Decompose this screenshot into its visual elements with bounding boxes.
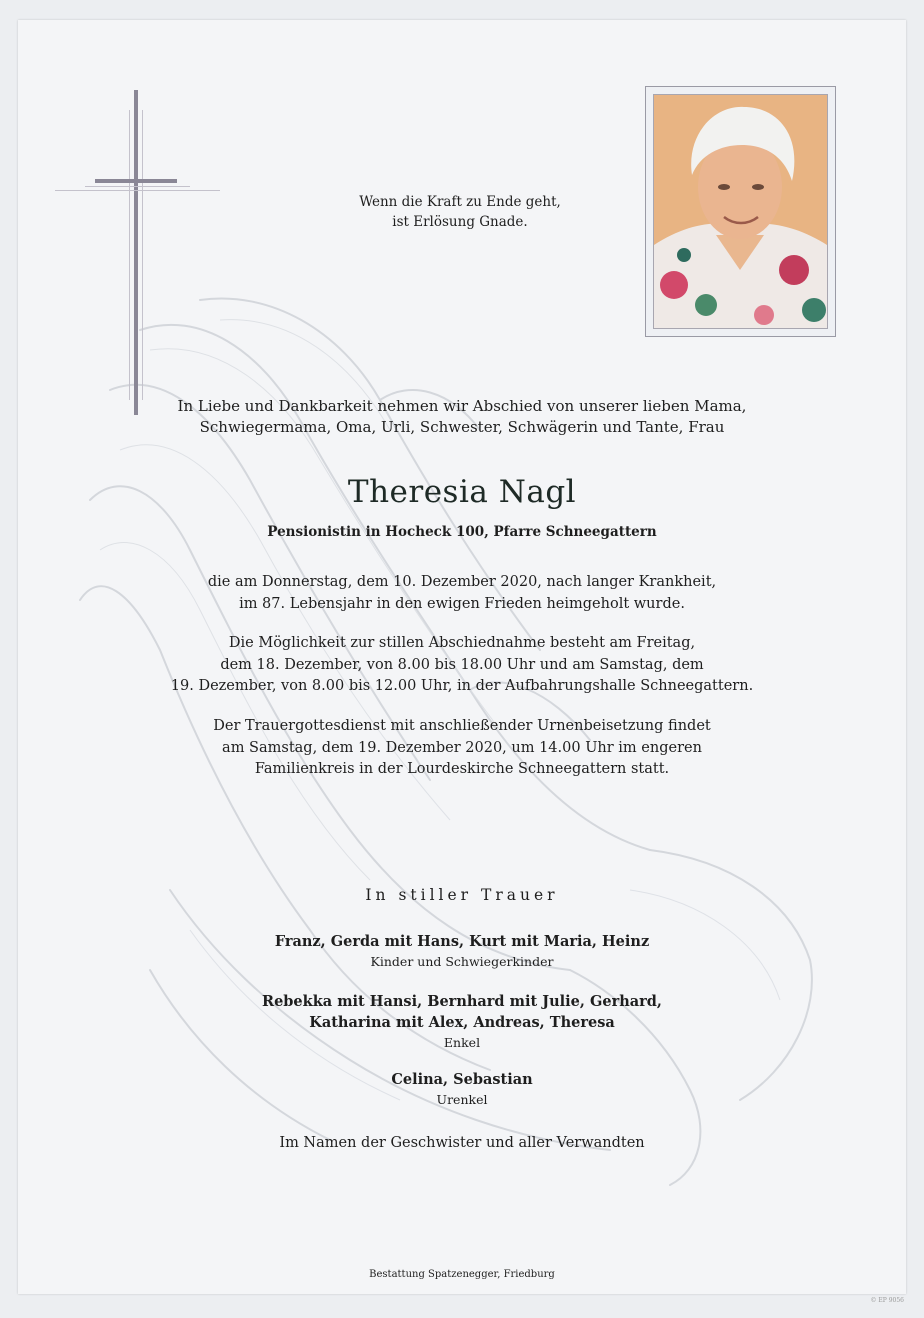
- paragraph-line: Die Möglichkeit zur stillen Abschiednahme besteht am Freitag,: [228, 635, 696, 651]
- deceased-name: Theresia Nagl: [347, 474, 577, 510]
- intro-line: In Liebe und Dankbarkeit nehmen wir Abschied von unserer lieben Mama,: [177, 397, 747, 415]
- mourner-group-great-grandchildren: [120, 1069, 804, 1109]
- quote-line: ist Erlösung Gnade.: [392, 214, 528, 230]
- closing-line: Im Namen der Geschwister und aller Verwandten: [279, 1135, 645, 1151]
- portrait-photo: [653, 94, 828, 329]
- intro-line: Schwiegermama, Oma, Urli, Schwester, Schwägerin und Tante, Frau: [199, 418, 725, 436]
- mourner-role: Kinder und Schwiegerkinder: [370, 954, 554, 969]
- mourner-names: Katharina mit Alex, Andreas, Theresa: [309, 1014, 615, 1031]
- mourner-names: Celina, Sebastian: [391, 1071, 533, 1088]
- death-notice-paragraph: [120, 572, 804, 615]
- paragraph-line: im 87. Lebensjahr in den ewigen Frieden heimgeholt wurde.: [239, 595, 685, 612]
- paragraph-line: die am Donnerstag, dem 10. Dezember 2020, nach langer Krankheit,: [207, 574, 717, 590]
- deceased-subtitle: Pensionistin in Hocheck 100, Pfarre Schneegattern: [267, 524, 657, 540]
- mourner-names: Franz, Gerda mit Hans, Kurt mit Maria, Heinz: [274, 933, 650, 950]
- cross-icon: [55, 90, 220, 420]
- mourning-heading: In stiller Trauer: [365, 886, 559, 904]
- portrait-frame: [645, 86, 836, 337]
- funeral-home: Bestattung Spatzenegger, Friedburg: [369, 1269, 555, 1280]
- intro-text: [120, 396, 804, 438]
- viewing-paragraph: [120, 633, 804, 698]
- template-code: © EP 9056: [870, 1297, 904, 1304]
- quote-line: Wenn die Kraft zu Ende geht,: [359, 194, 561, 210]
- mourner-group-grandchildren: [120, 991, 804, 1052]
- mourner-names: Rebekka mit Hansi, Bernhard mit Julie, Gerhard,: [262, 993, 662, 1010]
- paragraph-line: 19. Dezember, von 8.00 bis 12.00 Uhr, in der Aufbahrungshalle Schneegattern.: [170, 678, 754, 694]
- service-paragraph: [120, 716, 804, 781]
- portrait-illustration: [654, 95, 827, 328]
- mourner-role: Enkel: [443, 1035, 481, 1050]
- paragraph-line: Der Trauergottesdienst mit anschließender Urnenbeisetzung findet: [213, 718, 711, 734]
- quote: [300, 192, 620, 232]
- paragraph-line: Familienkreis in der Lourdeskirche Schneegattern statt.: [254, 761, 670, 777]
- paragraph-line: am Samstag, dem 19. Dezember 2020, um 14.00 Uhr im engeren: [222, 739, 702, 756]
- mourner-role: Urenkel: [436, 1092, 488, 1107]
- mourner-group-children: [120, 931, 804, 971]
- paragraph-line: dem 18. Dezember, von 8.00 bis 18.00 Uhr und am Samstag, dem: [220, 656, 704, 673]
